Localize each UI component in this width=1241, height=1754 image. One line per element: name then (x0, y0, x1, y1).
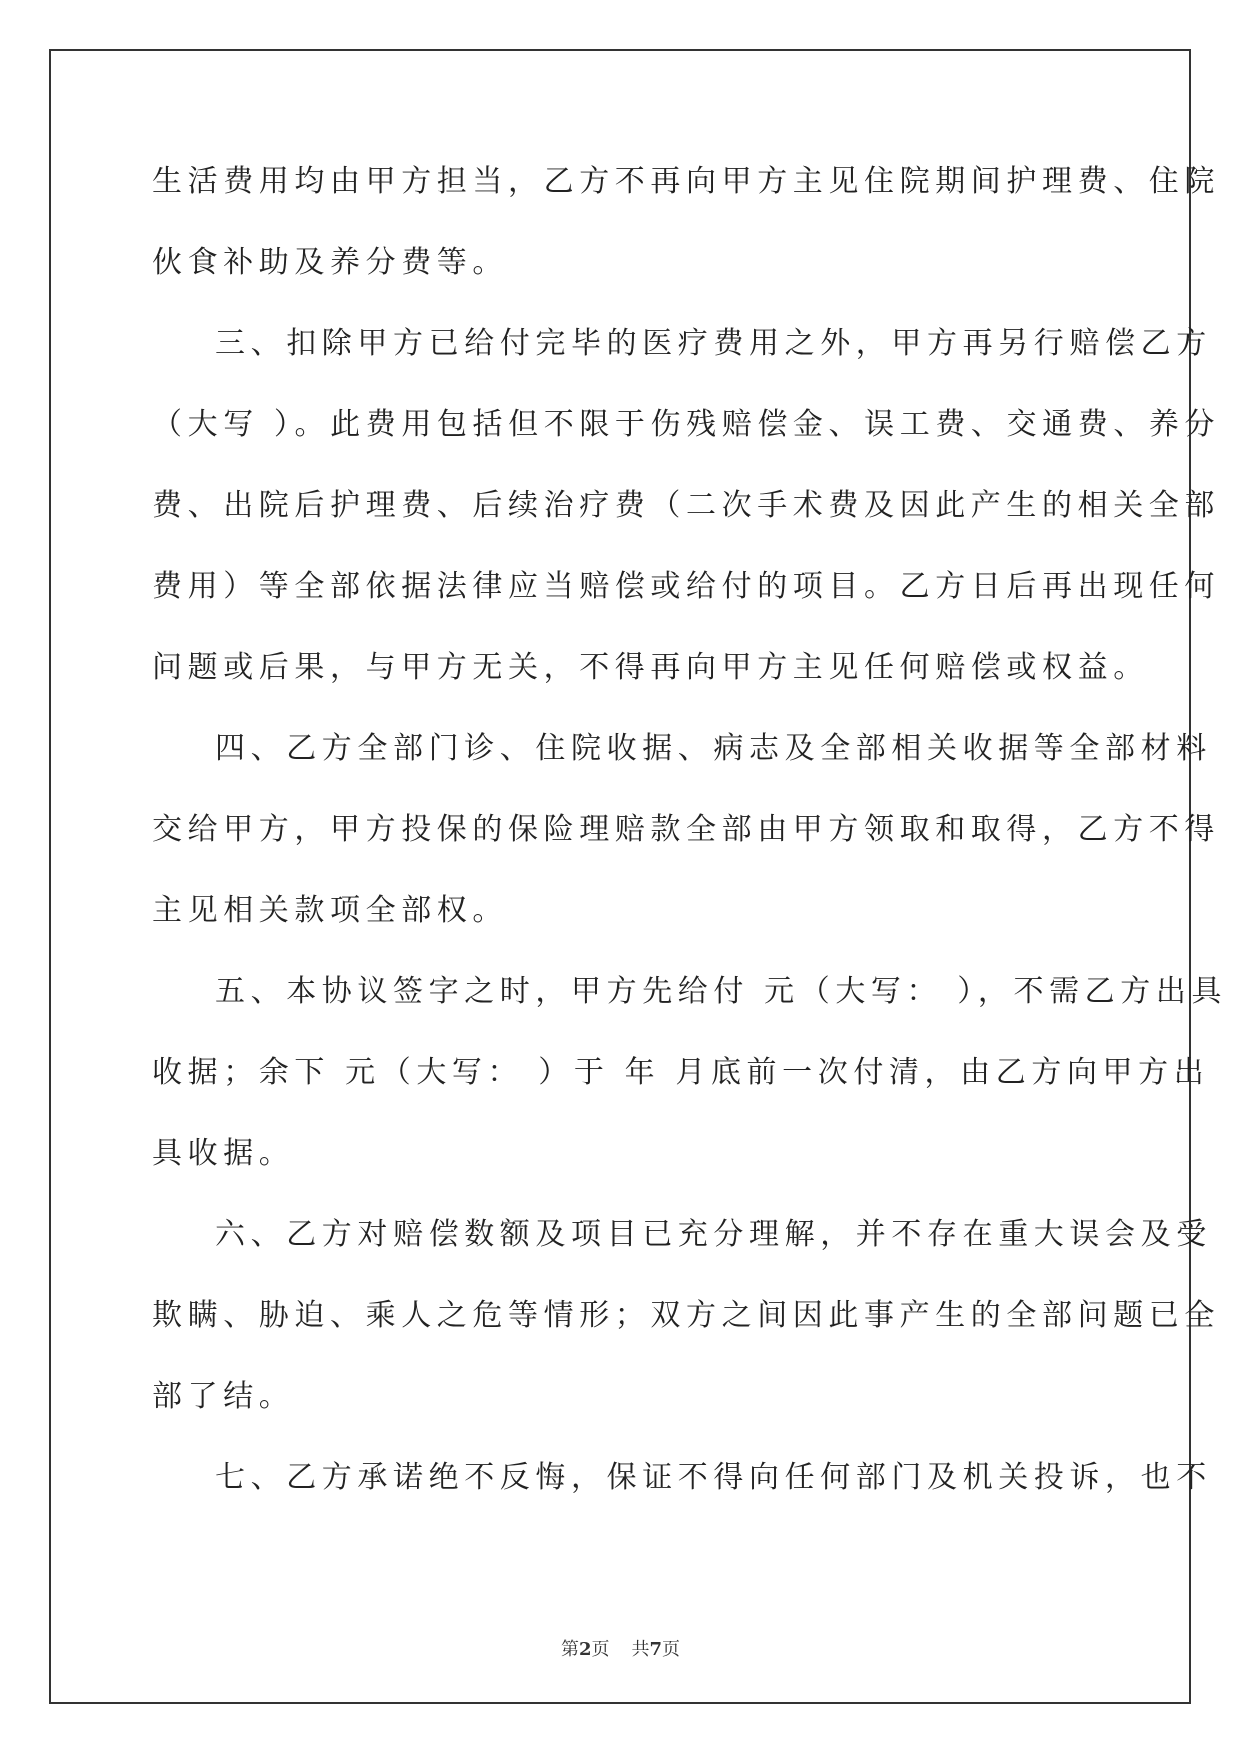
total-suffix: 页 (662, 1639, 681, 1660)
clause-4-start: 四、乙方全部门诊、住院收据、病志及全部相关收据等全部材料 (215, 731, 1212, 766)
clause-3-start: 三、扣除甲方已给付完毕的医疗费用之外，甲方再另行赔偿乙方 (215, 326, 1212, 361)
text-line: （大写 ）。此费用包括但不限于伤残赔偿金、误工费、交通费、养分 (152, 407, 1221, 442)
page-number: 2 (578, 1639, 592, 1660)
text-line: 具收据。 (152, 1136, 295, 1171)
clause-7-start: 七、乙方承诺绝不反悔，保证不得向任何部门及机关投诉，也不 (215, 1460, 1212, 1495)
clause-5-start: 五、本协议签字之时，甲方先给付 元（大写： ），不需乙方出具 (215, 974, 1228, 1009)
text-line: 费、出院后护理费、后续治疗费（二次手术费及因此产生的相关全部 (152, 488, 1220, 523)
text-line: 收据；余下 元（大写： ）于 年 月底前一次付清，由乙方向甲方出 (152, 1055, 1210, 1090)
page-suffix: 页 (591, 1639, 610, 1660)
text-line: 欺瞒、胁迫、乘人之危等情形；双方之间因此事产生的全部问题已全 (152, 1298, 1220, 1333)
text-line: 交给甲方，甲方投保的保险理赔款全部由甲方领取和取得，乙方不得 (152, 812, 1220, 847)
page-footer (0, 1635, 1241, 1661)
clause-6-start: 六、乙方对赔偿数额及项目已充分理解，并不存在重大误会及受 (215, 1217, 1212, 1252)
total-pages: 7 (649, 1639, 663, 1660)
total-prefix: 共 (631, 1639, 650, 1660)
page-prefix: 第 (560, 1639, 579, 1660)
text-line: 费用）等全部依据法律应当赔偿或给付的项目。乙方日后再出现任何 (152, 569, 1220, 604)
text-line: 生活费用均由甲方担当，乙方不再向甲方主见住院期间护理费、住院 (152, 164, 1220, 199)
text-line: 伙食补助及养分费等。 (152, 245, 508, 280)
text-line: 问题或后果，与甲方无关，不得再向甲方主见任何赔偿或权益。 (152, 650, 1149, 685)
text-line: 部了结。 (152, 1379, 295, 1414)
document-body (152, 162, 1228, 1539)
text-line: 主见相关款项全部权。 (152, 893, 508, 928)
